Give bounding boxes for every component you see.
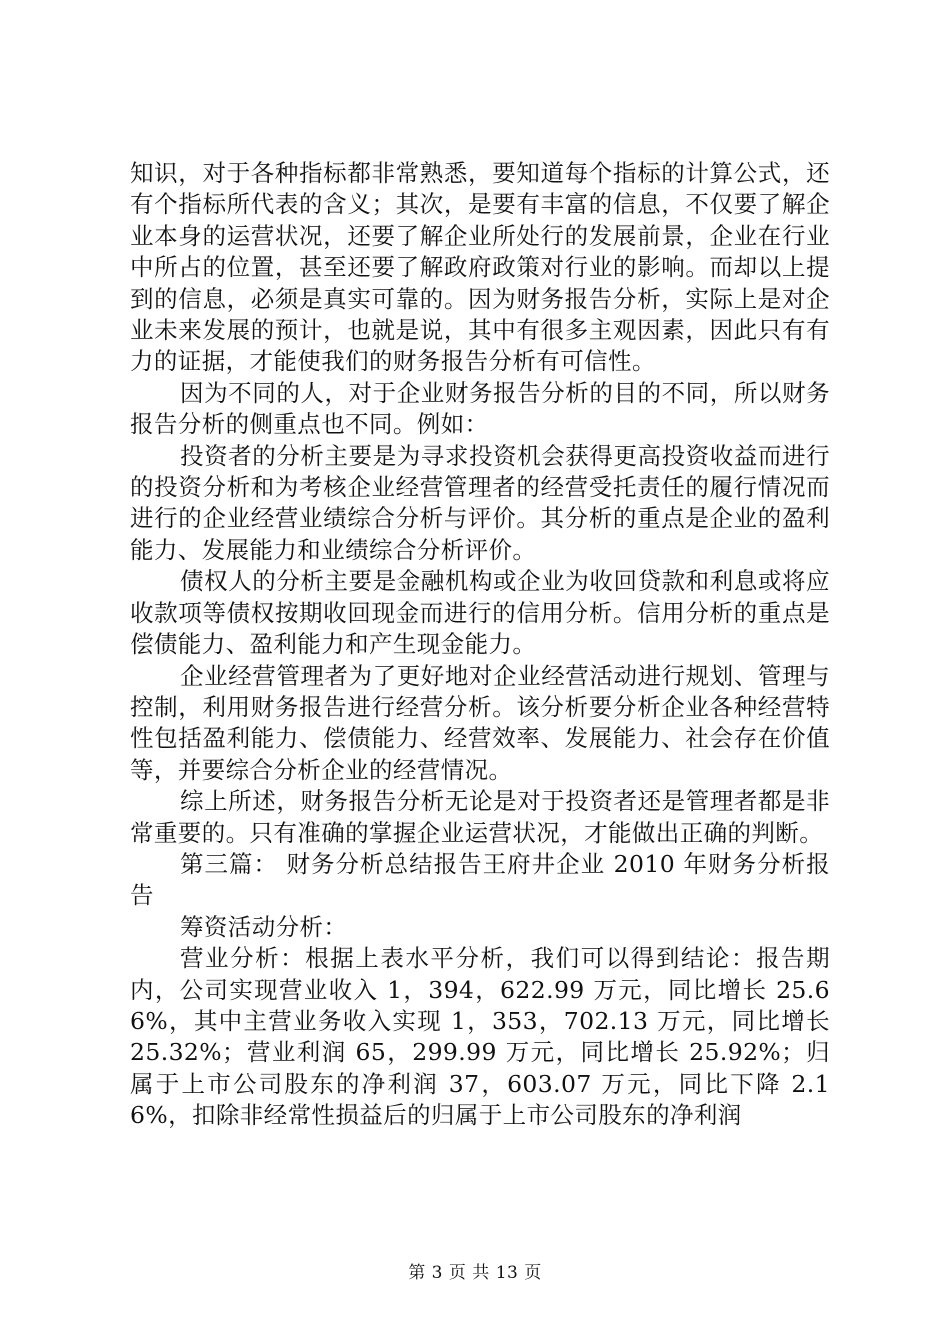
paragraph-6: 综上所述，财务报告分析无论是对于投资者还是管理者都是非常重要的。只有准确的掌握企业运营状况，才能做出正确的判断。 <box>130 787 830 847</box>
page-footer <box>0 1258 950 1283</box>
paragraph-financing: 筹资活动分析： <box>180 912 348 941</box>
paragraph-operating: 营业分析：根据上表水平分析，我们可以得到结论：报告期内，公司实现营业收入 1，394，622.99 万元，同比增长 25.66%，其中主营业务收入实现 1，353，702.13 万元，同比增长 25.32%；营业利润 65，299.99 万元，同比增长 25.92%；归属于上市公司股东的净利润 37，603.07 万元，同比下降 2.16%，扣除非经常性损益后的归属于上市公司股东的净利润 <box>130 944 830 1130</box>
paragraph-4: 债权人的分析主要是金融机构或企业为收回贷款和利息或将应收款项等债权按期收回现金而进行的信用分析。信用分析的重点是偿债能力、盈利能力和产生现金能力。 <box>130 567 830 659</box>
paragraph-3: 投资者的分析主要是为寻求投资机会获得更高投资收益而进行的投资分析和为考核企业经营管理者的经营受托责任的履行情况而进行的企业经营业绩综合分析与评价。其分析的重点是企业的盈利能力、发展能力和业绩综合分析评价。 <box>130 441 830 564</box>
paragraph-2: 因为不同的人，对于企业财务报告分析的目的不同，所以财务报告分析的侧重点也不同。例如： <box>130 378 830 439</box>
page-number: 第 3 页 共 13 页 <box>408 1263 542 1283</box>
paragraph-1: 知识，对于各种指标都非常熟悉，要知道每个指标的计算公式，还有个指标所代表的含义；其次，是要有丰富的信息，不仅要了解企业本身的运营状况，还要了解企业所处行的发展前景，企业在行业中所占的位置，甚至还要了解政府政策对行业的影响。而却以上提到的信息，必须是真实可靠的。因为财务报告分析，实际上是对企业未来发展的预计，也就是说，其中有很多主观因素，因此只有有力的证据，才能使我们的财务报告分析有可信性。 <box>130 159 830 376</box>
paragraph-5: 企业经营管理者为了更好地对企业经营活动进行规划、管理与控制，利用财务报告进行经营分析。该分析要分析企业各种经营特性包括盈利能力、偿债能力、经营效率、发展能力、社会存在价值等，并要综合分析企业的经营情况。 <box>130 661 830 784</box>
section-heading: 第三篇： 财务分析总结报告王府井企业 2010 年财务分析报告 <box>130 849 830 910</box>
document-body <box>130 158 830 1132</box>
